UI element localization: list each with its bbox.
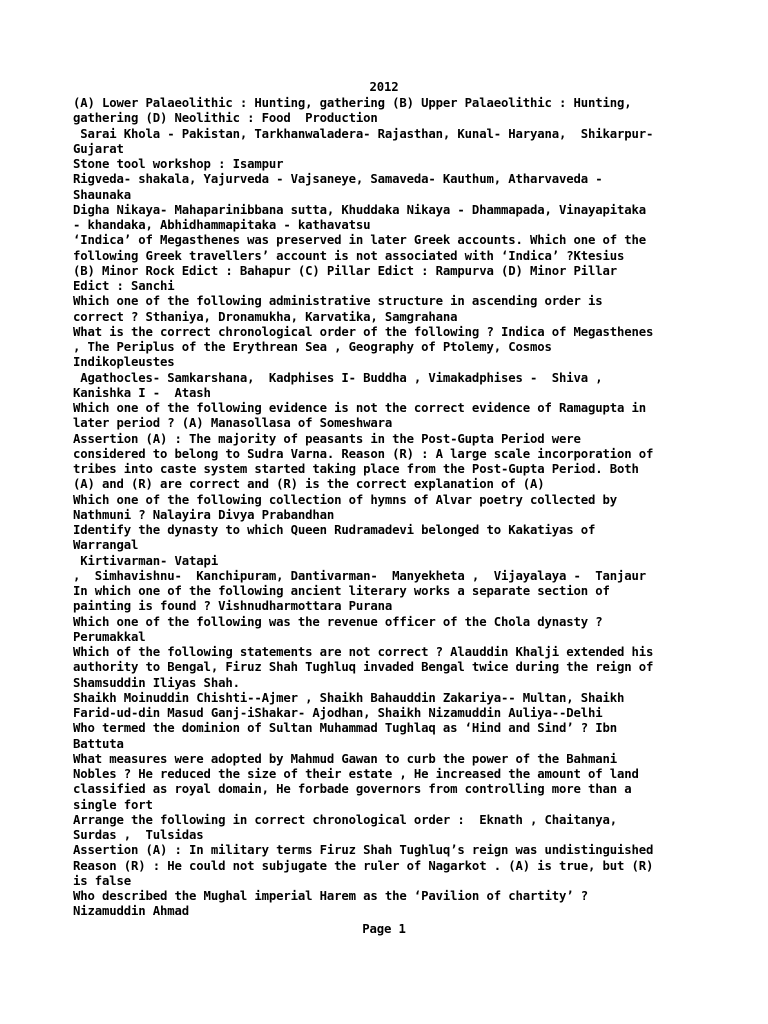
document-line: What is the correct chronological order of the following ? Indica of Megasthenes — [73, 324, 654, 339]
document-line: Who described the Mughal imperial Harem as the ‘Pavilion of chartity’ ? — [73, 889, 588, 903]
document-line: single fort — [73, 797, 153, 812]
document-line: ‘Indica’ of Megasthenes was preserved in later Greek accounts. Which one of the — [73, 233, 647, 248]
document-line: authority to Bengal, Firuz Shah Tughluq invaded Bengal twice during the reign of — [73, 660, 654, 675]
document-line: - khandaka, Abhidhammapitaka - kathavatsu — [73, 218, 371, 232]
document-line: , Simhavishnu- Kanchipuram, Dantivarman- Manyekheta , Vijayalaya - Tanjaur — [73, 568, 647, 583]
document-line: following Greek travellers’ account is not associated with ‘Indica’ ?Ktesius — [73, 248, 625, 263]
document-line: Sarai Khola - Pakistan, Tarkhanwaladera- Rajasthan, Kunal- Haryana, Shikarpur- — [73, 126, 654, 141]
document-line: (A) and (R) are correct and (R) is the correct explanation of (A) — [73, 477, 545, 492]
document-line: Nathmuni ? Nalayira Divya Prabandhan — [73, 507, 335, 522]
document-line: painting is found ? Vishnudharmottara Purana — [73, 599, 393, 614]
document-line: Arrange the following in correct chronological order : Eknath , Chaitanya, — [73, 812, 618, 827]
document-line: Warrangal — [73, 538, 139, 553]
document-line: correct ? Sthaniya, Dronamukha, Karvatika, Samgrahana — [73, 309, 458, 324]
document-line: Indikopleustes — [73, 355, 175, 370]
document-line: (A) Lower Palaeolithic : Hunting, gathering (B) Upper Palaeolithic : Hunting, — [73, 96, 632, 110]
document-line: What measures were adopted by Mahmud Gawan to curb the power of the Bahmani — [73, 751, 618, 766]
document-line: Kanishka I - Atash — [73, 385, 211, 400]
document-line: Identify the dynasty to which Queen Rudramadevi belonged to Kakatiyas of — [73, 523, 596, 537]
document-line: Assertion (A) : In military terms Firuz Shah Tughluq’s reign was undistinguished — [73, 843, 654, 858]
document-line: Which one of the following administrative structure in ascending order is — [73, 294, 603, 309]
document-line: considered to belong to Sudra Varna. Reason (R) : A large scale incorporation of — [73, 446, 654, 461]
document-line: Shamsuddin Iliyas Shah. — [73, 675, 240, 690]
document-line: Shaikh Moinuddin Chishti--Ajmer , Shaikh Bahauddin Zakariya-- Multan, Shaikh — [73, 690, 625, 705]
document-line: Which of the following statements are not correct ? Alauddin Khalji extended his — [73, 645, 654, 659]
document-line: gathering (D) Neolithic : Food Production — [73, 111, 378, 126]
document-line: Assertion (A) : The majority of peasants in the Post-Gupta Period were — [73, 431, 581, 446]
document-line: Shaunaka — [73, 187, 132, 202]
document-line: , The Periplus of the Erythrean Sea , Geography of Ptolemy, Cosmos — [73, 340, 552, 354]
document-line: Stone tool workshop : Isampur — [73, 157, 284, 171]
document-line: Battuta — [73, 736, 124, 751]
page-number-footer: Page 1 — [362, 922, 406, 936]
document-line: Which one of the following was the revenue officer of the Chola dynasty ? — [73, 614, 603, 629]
document-line: Which one of the following collection of hymns of Alvar poetry collected by — [73, 492, 618, 507]
document-line: Perumakkal — [73, 629, 146, 644]
document-line: tribes into caste system started taking place from the Post-Gupta Period. Both — [73, 462, 639, 476]
document-line: Digha Nikaya- Mahaparinibbana sutta, Khuddaka Nikaya - Dhammapada, Vinayapitaka — [73, 202, 647, 217]
document-year-heading: 2012 — [369, 80, 399, 94]
document-line: Nizamuddin Ahmad — [73, 904, 190, 919]
document-line: later period ? (A) Manasollasa of Someshwara — [73, 416, 393, 431]
document-line: Nobles ? He reduced the size of their estate , He increased the amount of land — [73, 767, 639, 781]
document-line: Edict : Sanchi — [73, 279, 175, 293]
document-line: classified as royal domain, He forbade governors from controlling more than a — [73, 782, 632, 797]
document-line: Surdas , Tulsidas — [73, 828, 204, 842]
document-line: Who termed the dominion of Sultan Muhammad Tughlaq as ‘Hind and Sind’ ? Ibn — [73, 721, 618, 736]
document-line: Kirtivarman- Vatapi — [73, 553, 219, 568]
document-line: Farid-ud-din Masud Ganj-iShakar- Ajodhan, Shaikh Nizamuddin Auliya--Delhi — [73, 706, 603, 720]
document-line: Agathocles- Samkarshana, Kadphises I- Buddha , Vimakadphises - Shiva , — [73, 370, 603, 385]
document-line: Which one of the following evidence is not the correct evidence of Ramagupta in — [73, 401, 647, 415]
document-line: Rigveda- shakala, Yajurveda - Vajsaneye, Samaveda- Kauthum, Atharvaveda - — [73, 172, 603, 187]
document-line: (B) Minor Rock Edict : Bahapur (C) Pillar Edict : Rampurva (D) Minor Pillar — [73, 263, 618, 278]
document-line: Gujarat — [73, 141, 124, 156]
document-line: is false — [73, 873, 132, 888]
document-line: In which one of the following ancient literary works a separate section of — [73, 584, 610, 598]
document-body — [73, 96, 703, 920]
document-line: Reason (R) : He could not subjugate the ruler of Nagarkot . (A) is true, but (R) — [73, 858, 654, 873]
